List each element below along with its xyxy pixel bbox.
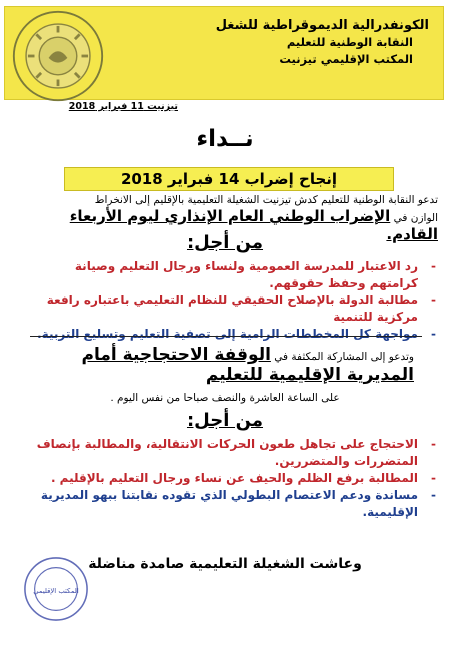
call-1-text-b: الوازن في (393, 212, 438, 224)
office-stamp-icon (22, 555, 90, 623)
bullet-dash: - (431, 259, 436, 273)
list-item-text: الاحتجاج على تجاهل طعون الحركات الانتقالية، والمطالبة بإنصاف المتضررات والمتضررين. (36, 437, 418, 468)
list-item-text: رد الاعتبار للمدرسة العمومية ولنساء ورجال التعليم وصيانة كرامتهم وحفظ حقوقهم. (74, 259, 418, 290)
call-paragraph-2 (44, 346, 414, 386)
org-line-confederation: الكونفدرالية الديموقراطية للشغل (215, 18, 429, 33)
org-line-office: المكتب الإقليمي تيزنيت (279, 52, 413, 66)
list-item (36, 470, 436, 487)
bullet-dash: - (431, 471, 436, 485)
list-item (36, 436, 436, 470)
list-item (36, 258, 436, 292)
call-1-highlight: الإضراب الوطني العام الإنذاري ليوم الأربعاء القادم. (69, 207, 438, 243)
letterhead (4, 6, 444, 100)
list-item (36, 326, 436, 343)
call-2-highlight: الوقفة الاحتجاجية أمام المديرية الإقليمية للتعليم (81, 345, 414, 385)
list-item-text: مساندة ودعم الاعتصام البطولي الذي تقوده نقابتنا ببهو المديرية الإقليمية. (40, 488, 418, 519)
section-1-list (36, 258, 436, 343)
section-1-heading: من أجل: (186, 232, 264, 253)
bullet-dash: - (431, 293, 436, 307)
stamp-label: المكتب الإقليمي (33, 586, 79, 595)
call-2-time: على الساعة العاشرة والنصف صباحا من نفس اليوم . (110, 392, 340, 404)
list-item (36, 487, 436, 521)
document-date: تيزنيت 11 فبراير 2018 (68, 101, 178, 112)
section-2-heading: من أجل: (186, 410, 264, 431)
organization-name (129, 17, 429, 68)
list-item (36, 292, 436, 326)
page-title: نــداء (196, 126, 254, 152)
strike-banner: إنجاح إضراب 14 فبراير 2018 (64, 167, 394, 191)
bullet-dash: - (431, 488, 436, 502)
divider (30, 336, 422, 337)
call-1-text-a: تدعو النقابة الوطنية للتعليم كدش تيزنيت الشغيلة التعليمية بالإقليم إلى الانخراط (94, 194, 438, 206)
closing-slogan: وعاشت الشغيلة التعليمية صامدة مناضلة (88, 556, 362, 572)
section-2-list (36, 436, 436, 521)
bullet-dash: - (431, 327, 436, 341)
list-item-text: مواجهة كل المخططات الرامية إلى تصفية التعليم وتسليع التربية. (37, 327, 418, 341)
list-item-text: المطالبة برفع الظلم والحيف عن نساء ورجال التعليم بالإقليم . (50, 471, 418, 485)
union-emblem-icon (11, 9, 105, 103)
list-item-text: مطالبة الدولة بالإصلاح الحقيقي للنظام التعليمي باعتباره رافعة مركزية للتنمية (46, 293, 418, 324)
bullet-dash: - (431, 437, 436, 451)
org-line-union: النقابة الوطنية للتعليم (286, 35, 413, 49)
call-2-text-a: وتدعو إلى المشاركة المكثفة في (274, 351, 414, 363)
